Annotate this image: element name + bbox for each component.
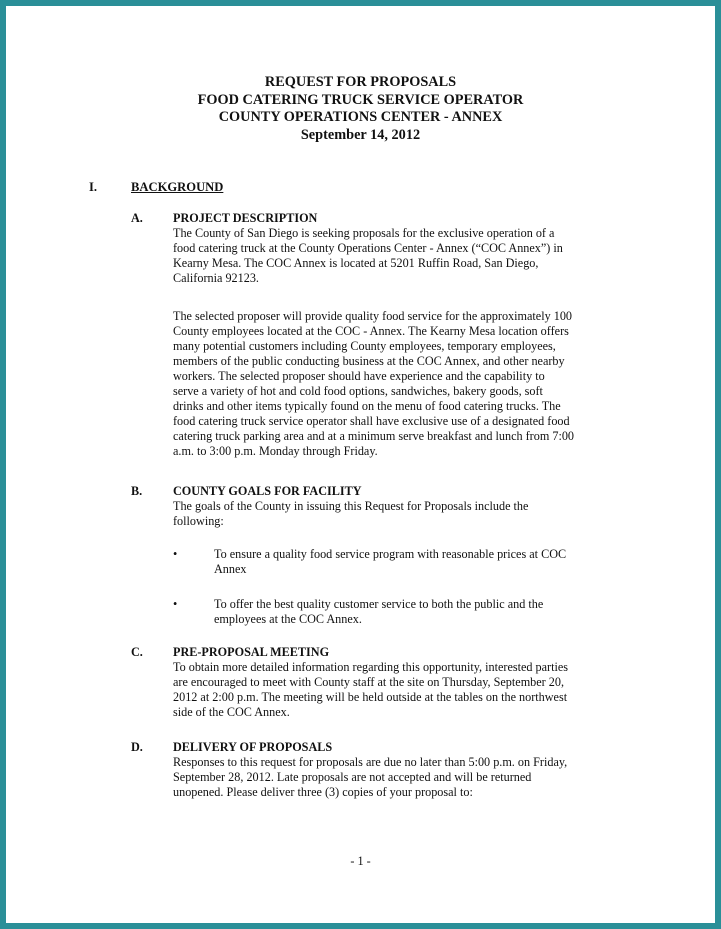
title-line: REQUEST FOR PROPOSALS [264, 74, 457, 90]
bullet-text [214, 547, 632, 577]
paragraph-delivery-of-proposals [173, 755, 631, 800]
text-line: many potential customers including County employees, temporary employees, [173, 339, 556, 353]
bullet-icon: • [173, 547, 178, 561]
paragraph-project-description-2 [173, 309, 631, 459]
text-line: workers. The selected proposer should have experience and the capability to [173, 369, 545, 383]
text-line: side of the COC Annex. [173, 705, 290, 719]
subsection-heading-project-description: PROJECT DESCRIPTION [173, 211, 318, 225]
text-line: The selected proposer will provide quality food service for the approximately 100 [173, 309, 573, 323]
page-number: - 1 - [350, 854, 371, 868]
text-line: Responses to this request for proposals are due no later than 5:00 p.m. on Friday, [173, 755, 568, 769]
paragraph-project-description-1 [173, 226, 631, 286]
text-line: The goals of the County in issuing this Request for Proposals include the [173, 499, 529, 513]
subsection-heading-pre-proposal-meeting: PRE-PROPOSAL MEETING [173, 645, 330, 659]
text-line: catering truck parking area and at a minimum serve breakfast and lunch from 7:00 [173, 429, 575, 443]
text-line: serve a variety of hot and cold food options, sandwiches, bakery goods, soft [173, 384, 543, 398]
text-line: California 92123. [173, 271, 259, 285]
text-line: unopened. Please deliver three (3) copies of your proposal to: [173, 785, 473, 799]
subsection-heading-county-goals: COUNTY GOALS FOR FACILITY [173, 484, 362, 498]
text-line: following: [173, 514, 224, 528]
subsection-letter-a: A. [131, 211, 143, 225]
text-line: food catering truck at the County Operations Center - Annex (“COC Annex”) in [173, 241, 563, 255]
title-line: FOOD CATERING TRUCK SERVICE OPERATOR [197, 91, 524, 108]
text-line: September 28, 2012. Late proposals are not accepted and will be returned [173, 770, 532, 784]
subsection-letter-c: C. [131, 645, 143, 659]
text-line: a.m. to 3:00 p.m. Monday through Friday. [173, 444, 378, 458]
text-line: To ensure a quality food service program with reasonable prices at COC [214, 547, 567, 561]
text-line: food catering truck service operator shall have exclusive use of a designated food [173, 414, 570, 428]
text-line: drinks and other items typically found on the menu of food catering trucks. The [173, 399, 561, 413]
bullet-text [214, 597, 632, 627]
text-line: 2012 at 2:00 p.m. The meeting will be held outside at the tables on the northwest [173, 690, 568, 704]
paragraph-pre-proposal-meeting [173, 660, 631, 720]
text-line: are encouraged to meet with County staff at the site on Thursday, September 20, [173, 675, 565, 689]
text-line: employees at the COC Annex. [214, 612, 362, 626]
document-page [12, 12, 709, 917]
subsection-letter-d: D. [131, 740, 143, 754]
text-line: Annex [214, 562, 247, 576]
bullet-icon: • [173, 597, 178, 611]
title-line: COUNTY OPERATIONS CENTER - ANNEX [218, 109, 503, 125]
paragraph-county-goals [173, 499, 631, 529]
text-line: To offer the best quality customer service to both the public and the [214, 597, 544, 611]
subsection-letter-b: B. [131, 484, 143, 498]
subsection-heading-delivery-of-proposals: DELIVERY OF PROPOSALS [173, 740, 333, 754]
text-line: To obtain more detailed information regarding this opportunity, interested parties [173, 660, 569, 674]
section-number: I. [89, 180, 98, 194]
text-line: Kearny Mesa. The COC Annex is located at 5201 Ruffin Road, San Diego, [173, 256, 539, 270]
section-title: BACKGROUND [131, 180, 224, 194]
title-date: September 14, 2012 [300, 126, 421, 143]
text-line: members of the public conducting business at the COC Annex, and other nearby [173, 354, 565, 368]
document-title [12, 74, 709, 144]
text-line: The County of San Diego is seeking proposals for the exclusive operation of a [173, 226, 555, 240]
text-line: County employees located at the COC - Annex. The Kearny Mesa location offers [173, 324, 569, 338]
